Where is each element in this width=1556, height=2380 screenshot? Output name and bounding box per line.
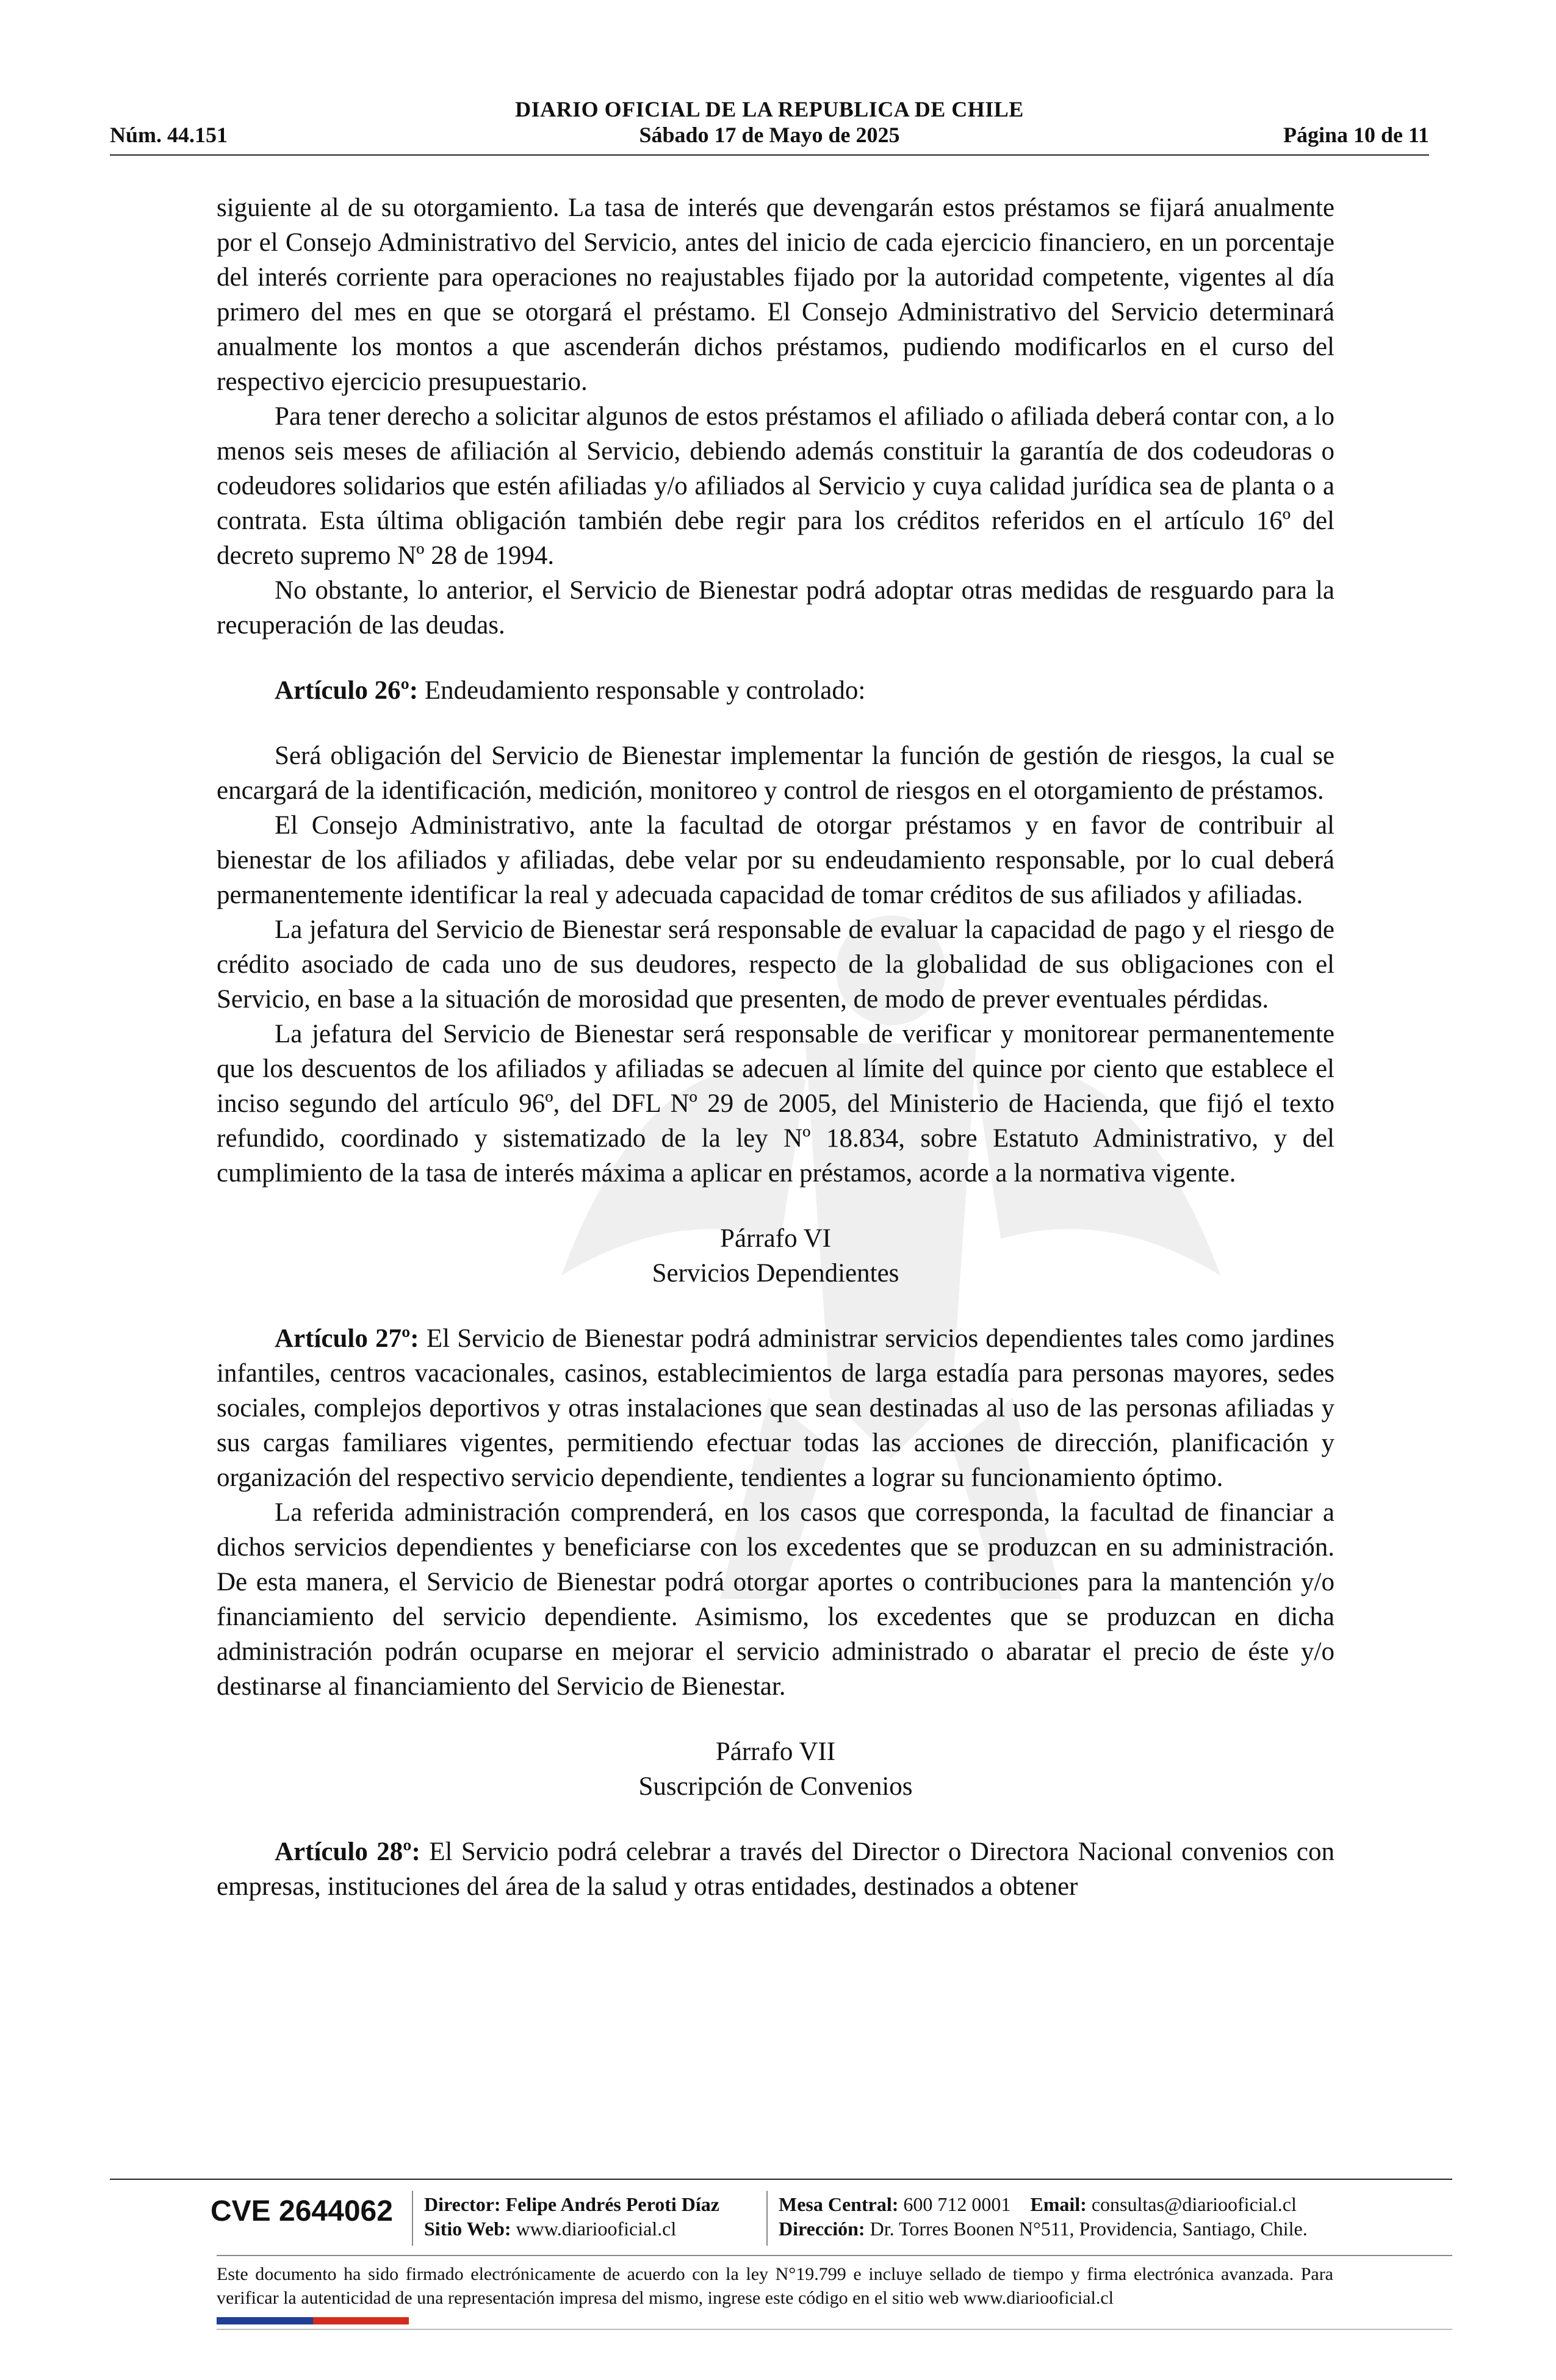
mesa-label: Mesa Central: [779, 2193, 899, 2215]
section-6-label: Párrafo VI [720, 1224, 831, 1253]
cve-code: CVE 2644062 [211, 2195, 393, 2227]
article-27-text: El Servicio de Bienestar podrá administrar servicios dependientes tales como jardines infantiles, centros vacacionales, casinos, establecimientos de larga estadía para personas mayores, sedes sociales, complejos deportivos y otras instalaciones que sean destinadas al uso de las personas afiliadas y sus cargas familiares vigentes, permitiendo efectuar todas las acciones de dirección, planificación y organización del respectivo servicio dependiente, tendientes a lograr su funcionamiento óptimo. [217, 1324, 1334, 1492]
website: Sitio Web: www.diariooficial.cl [424, 2218, 677, 2240]
header-divider [110, 154, 1429, 156]
section-7-label: Párrafo VII [715, 1737, 836, 1766]
page-header [110, 92, 1429, 159]
issue-number: Núm. 44.151 [110, 123, 228, 147]
paragraph: El Consejo Administrativo, ante la facultad de otorgar préstamos y en favor de contribuir al bienestar de los afiliados y afiliadas, debe velar por su endeudamiento responsable, por lo cual deberá permanentemente identificar la real y adecuada capacidad de tomar créditos de sus afiliados y afiliadas. [217, 811, 1334, 909]
footer-contact-block [779, 2192, 1308, 2241]
email-link[interactable]: consultas@diariooficial.cl [1091, 2193, 1297, 2215]
page-footer [110, 2179, 1452, 2362]
signature-notice: Este documento ha sido firmado electrónicamente de acuerdo con la ley N°19.799 e incluye sellado de tiempo y firma electrónica avanzada. Para verificar la autenticidad de una representación impresa del mismo, ingrese este código en el sitio web www.diariooficial.cl [217, 2264, 1333, 2308]
flag-red-stripe [313, 2317, 409, 2324]
page-number: Página 10 de 11 [1283, 123, 1429, 147]
paragraph: La jefatura del Servicio de Bienestar será responsable de verificar y monitorear permanentemente que los descuentos de los afiliados y afiliadas se adecuen al límite del quince por ciento que establece el inciso segundo del artículo 96º, del DFL Nº 29 de 2005, del Ministerio de Hacienda, que fijó el texto refundido, coordinado y sistematizado de la ley Nº 18.834, sobre Estatuto Administrativo, y del cumplimiento de la tasa de interés máxima a aplicar en préstamos, acorde a la normativa vigente. [217, 1020, 1334, 1188]
address-line [779, 2216, 1308, 2241]
section-7-title: Suscripción de Convenios [638, 1772, 913, 1801]
footer-divider [110, 2179, 1452, 2180]
website-link[interactable]: www.diariooficial.cl [516, 2218, 677, 2240]
article-26-heading [217, 673, 1334, 708]
paragraph: Será obligación del Servicio de Bienestar implementar la función de gestión de riesgos, la cual se encargará de la identificación, medición, monitoreo y control de riesgos en el otorgamiento de préstamos. [217, 741, 1334, 805]
address-value: Dr. Torres Boonen N°511, Providencia, Santiago, Chile. [870, 2218, 1308, 2240]
paragraph: No obstante, lo anterior, el Servicio de Bienestar podrá adoptar otras medidas de resguardo para la recuperación de las deudas. [217, 576, 1334, 640]
footer-separator [766, 2191, 768, 2246]
issue-date: Sábado 17 de Mayo de 2025 [639, 123, 900, 147]
director-name: Director: Felipe Andrés Peroti Díaz [424, 2193, 719, 2215]
journal-title: DIARIO OFICIAL DE LA REPUBLICA DE CHILE [515, 97, 1024, 121]
article-27-label: Artículo 27º: [275, 1324, 419, 1353]
document-body [217, 190, 1334, 1904]
article-26-title: Endeudamiento responsable y controlado: [418, 676, 866, 705]
contact-line [779, 2192, 1308, 2216]
footer-divider [217, 2255, 1452, 2256]
article-28-text: El Servicio podrá celebrar a través del Director o Directora Nacional convenios con empresas, instituciones del área de la salud y otras entidades, destinados a obtener [217, 1837, 1334, 1901]
footer-director-block [424, 2192, 719, 2241]
address-label: Dirección: [779, 2218, 865, 2240]
email-label: Email: [1030, 2193, 1087, 2215]
article-26-label: Artículo 26º: [275, 676, 419, 705]
paragraph: La jefatura del Servicio de Bienestar será responsable de evaluar la capacidad de pago y el riesgo de crédito asociado de cada uno de sus deudores, respecto de la globalidad de sus obligaciones con el Servicio, en base a la situación de morosidad que presenten, de modo de prever eventuales pérdidas. [217, 915, 1334, 1014]
footer-separator [412, 2191, 413, 2246]
footer-divider [217, 2329, 1452, 2330]
paragraph: Para tener derecho a solicitar algunos de estos préstamos el afiliado o afiliada deberá contar con, a lo menos seis meses de afiliación al Servicio, debiendo además constituir la garantía de dos codeudoras o codeudores solidarios que estén afiliadas y/o afiliados al Servicio y cuya calidad jurídica sea de planta o a contrata. Esta última obligación también debe regir para los créditos referidos en el artículo 16º del decreto supremo Nº 28 de 1994. [217, 402, 1334, 570]
article-28 [217, 1834, 1334, 1904]
paragraph: siguiente al de su otorgamiento. La tasa de interés que devengarán estos préstamos se fijará anualmente por el Consejo Administrativo del Servicio, antes del inicio de cada ejercicio financiero, en un porcentaje del interés corriente para operaciones no reajustables fijado por la autoridad competente, vigentes al día primero del mes en que se otorgará el préstamo. El Consejo Administrativo del Servicio determinará anualmente los montos a que ascenderán dichos préstamos, pudiendo modificarlos en el curso del respectivo ejercicio presupuestario. [217, 193, 1334, 396]
article-28-label: Artículo 28º: [275, 1837, 420, 1866]
flag-blue-stripe [217, 2317, 313, 2324]
section-6-title: Servicios Dependientes [652, 1259, 899, 1288]
flag-stripe [217, 2317, 409, 2324]
article-27 [217, 1321, 1334, 1495]
mesa-value: 600 712 0001 [903, 2193, 1011, 2215]
paragraph: La referida administración comprenderá, en los casos que corresponda, la facultad de financiar a dichos servicios dependientes y beneficiarse con los excedentes que se produzcan en su administración. De esta manera, el Servicio de Bienestar podrá otorgar aportes o contribuciones para la mantención y/o financiamiento del servicio dependiente. Asimismo, los excedentes que se produzcan en dicha administración podrán ocuparse en mejorar el servicio administrado o abaratar el precio de éste y/o destinarse al financiamiento del Servicio de Bienestar. [217, 1498, 1334, 1701]
